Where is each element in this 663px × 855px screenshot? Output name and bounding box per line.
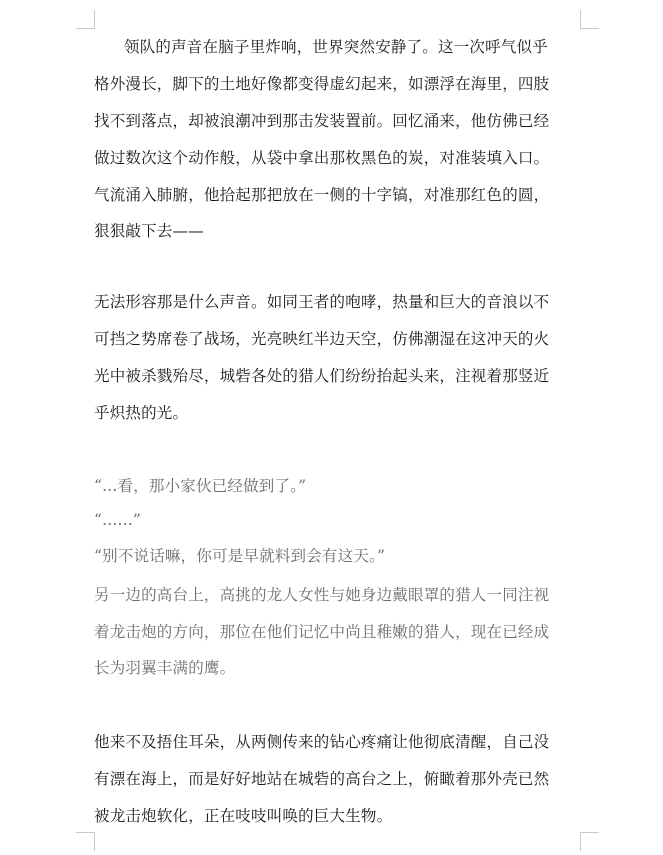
text-line: 着龙击炮的方向，那位在他们记忆中尚且稚嫩的猎人，现在已经成 <box>94 623 550 641</box>
crop-mark-top-right <box>580 10 599 29</box>
dialogue-line: “......” <box>94 511 142 529</box>
crop-mark-bottom-left <box>76 832 95 851</box>
text-line: 格外漫长，脚下的土地好像都变得虚幻起来，如漂浮在海里，四肢 <box>94 75 550 93</box>
text-line: 做过数次这个动作般，从袋中拿出那枚黑色的炭，对准装填入口。 <box>94 149 550 167</box>
text-line: 他来不及捂住耳朵，从两侧传来的钻心疼痛让他彻底清醒，自己没 <box>94 733 550 751</box>
text-line: 无法形容那是什么声音。如同王者的咆哮，热量和巨大的音浪以不 <box>94 293 550 311</box>
text-line: 可挡之势席卷了战场，光亮映红半边天空，仿佛潮湿在这冲天的火 <box>94 330 550 348</box>
dialogue-line: “别不说话嘛，你可是早就料到会有这天。” <box>94 547 386 565</box>
text-line: 领队的声音在脑子里炸响，世界突然安静了。这一次呼气似乎 <box>124 38 548 56</box>
text-line: 另一边的高台上，高挑的龙人女性与她身边戴眼罩的猎人一同注视 <box>94 586 550 604</box>
text-line: 狠狠敲下去—— <box>94 222 204 240</box>
text-line: 乎炽热的光。 <box>94 404 189 422</box>
text-line: 有漂在海上，而是好好地站在城砦的高台之上，俯瞰着那外壳已然 <box>94 770 550 788</box>
crop-mark-top-left <box>76 10 95 29</box>
text-line: 光中被杀戮殆尽，城砦各处的猎人们纷纷抬起头来，注视着那竖近 <box>94 367 550 385</box>
text-line: 被龙击炮软化，正在吱吱叫唤的巨大生物。 <box>94 807 393 825</box>
text-line: 长为羽翼丰满的鹰。 <box>94 659 236 677</box>
text-line: 气流涌入肺腑，他拾起那把放在一侧的十字镐，对准那红色的圆， <box>94 186 550 204</box>
dialogue-line: “...看，那小家伙已经做到了。” <box>94 477 307 495</box>
crop-mark-bottom-right <box>580 832 599 851</box>
text-line: 找不到落点，却被浪潮冲到那击发装置前。回忆涌来，他仿佛已经 <box>94 112 550 130</box>
